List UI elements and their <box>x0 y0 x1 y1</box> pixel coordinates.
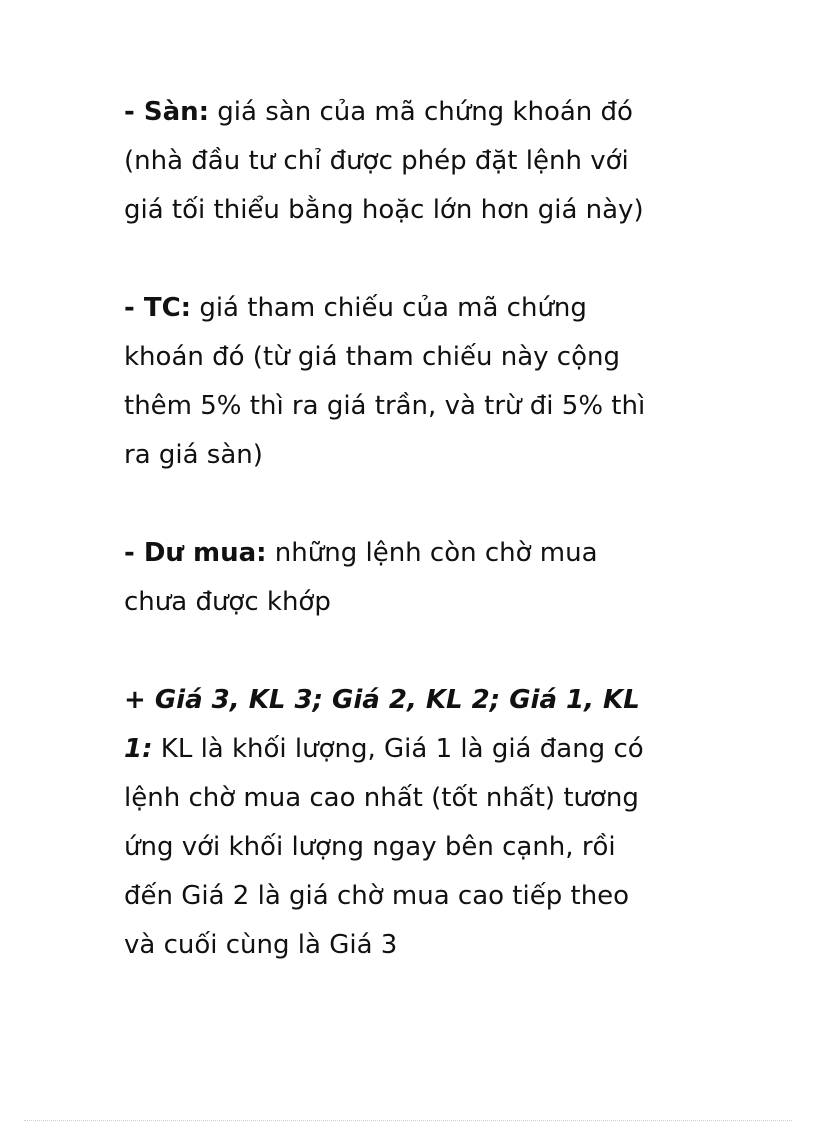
document-body <box>124 88 704 1019</box>
term-label: - Dư mua: <box>124 538 267 568</box>
paragraph-tc <box>124 284 704 480</box>
page-bottom-divider <box>24 1120 792 1121</box>
term-label: - Sàn: <box>124 97 210 127</box>
term-label: - TC: <box>124 293 192 323</box>
paragraph-san <box>124 88 704 235</box>
term-definition: KL là khối lượng, Giá 1 là giá đang có lệnh chờ mua cao nhất (tốt nhất) tương ứng với khối lượng ngay bên cạnh, rồi đến Giá 2 là giá chờ mua cao tiếp theo và cuối cùng là Giá 3 <box>124 734 644 960</box>
term-definition: giá tham chiếu của mã chứng khoán đó (từ giá tham chiếu này cộng thêm 5% thì ra giá trần, và trừ đi 5% thì ra giá sàn) <box>124 293 646 470</box>
term-label: + Giá 3, KL 3; Giá 2, KL 2; Giá 1, KL 1: <box>124 685 640 764</box>
paragraph-gia-kl <box>124 676 704 970</box>
term-definition: giá sàn của mã chứng khoán đó (nhà đầu tư chỉ được phép đặt lệnh với giá tối thiểu bằng hoặc lớn hơn giá này) <box>124 97 644 225</box>
paragraph-du-mua <box>124 529 704 627</box>
term-definition: những lệnh còn chờ mua chưa được khớp <box>124 538 598 617</box>
